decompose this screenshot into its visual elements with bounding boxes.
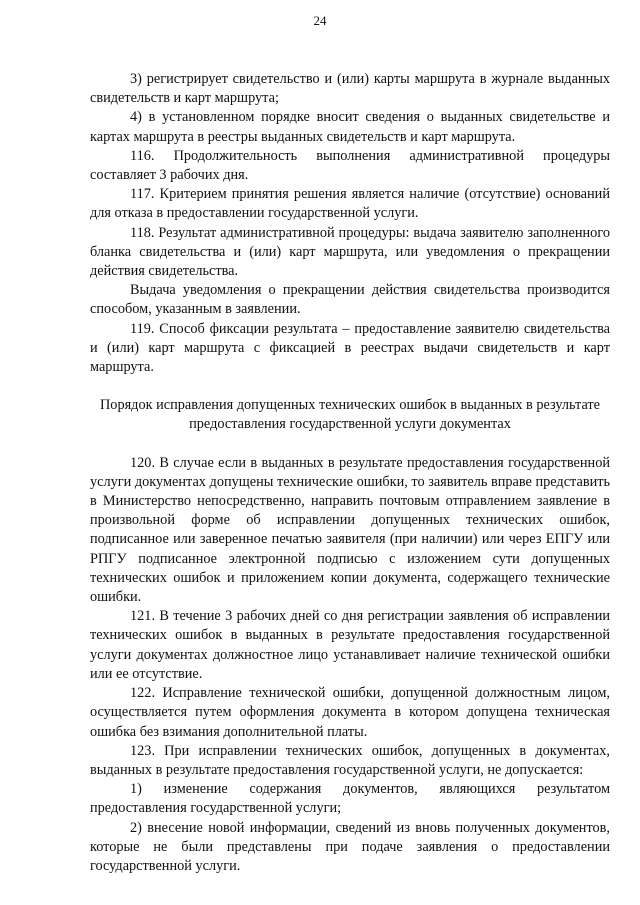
paragraph-117-criterion: 117. Критерием принятия решения является наличие (отсутствие) оснований для отказа в предоставлении государственной услуги.: [90, 186, 610, 222]
paragraph-116-duration: 116. Продолжительность выполнения административной процедуры составляет 3 рабочих дня.: [90, 147, 610, 184]
section-heading: Порядок исправления допущенных технических ошибок в выданных в результате предоставления государственной услуги документах: [99, 397, 601, 433]
paragraph-122-correction: 122. Исправление технической ошибки, допущенной должностным лицом, осуществляется путем оформления документа в котором допущена техническая ошибка без взимания дополнительной платы.: [90, 685, 610, 740]
paragraph-120-error-claim: 120. В случае если в выданных в результате предоставления государственной услуги документах допущены технические ошибки, то заявитель вправе представить в Министерство непосредственно, направить почтовым отправлением заявление в произвольной форме об исправлении допущенных технических ошибок, подписанное или заверенное печатью заявителя (при наличии) или через ЕПГУ или РПГУ подписанное электронной подписью с изложением сути допущенных технических ошибок и приложением копии документа, содержащего технические ошибки.: [90, 454, 610, 606]
document-body: [90, 70, 610, 876]
paragraph-3-register: 3) регистрирует свидетельство и (или) карты маршрута в журнале выданных свидетельств и карт маршрута;: [90, 71, 610, 107]
paragraph-123-prohibitions: 123. При исправлении технических ошибок, допущенных в документах, выданных в результате предоставления государственной услуги, не допускается:: [90, 742, 610, 778]
paragraph-notice-delivery: Выдача уведомления о прекращении действия свидетельства производится способом, указанным в заявлении.: [90, 282, 610, 318]
list-item-1-content-change: 1) изменение содержания документов, являющихся результатом предоставления государственной услуги;: [90, 781, 610, 817]
paragraph-118-result: 118. Результат административной процедуры: выдача заявителю заполненного бланка свидетельства и (или) карт маршрута, или уведомления о прекращении действия свидетельства.: [90, 224, 610, 280]
list-item-2-new-info: 2) внесение новой информации, сведений из вновь полученных документов, которые не были представлены при подаче заявления о предоставлении государственной услуги.: [90, 819, 610, 874]
page-number: 24: [313, 13, 327, 28]
paragraph-121-review: 121. В течение 3 рабочих дней со дня регистрации заявления об исправлении технических ошибок в выданных в результате предоставления государственной услуги документах должностное лицо устанавливает наличие технической ошибки или ее отсутствие.: [90, 608, 610, 682]
paragraph-119-fixation: 119. Способ фиксации результата – предоставление заявителю свидетельства и (или) карт маршрута с фиксацией в реестрах выдачи свидетельств и карт маршрута.: [90, 320, 610, 376]
paragraph-4-registry-entry: 4) в установленном порядке вносит сведения о выданных свидетельстве и картах маршрута в реестры выданных свидетельств и карт маршрута.: [90, 109, 610, 145]
